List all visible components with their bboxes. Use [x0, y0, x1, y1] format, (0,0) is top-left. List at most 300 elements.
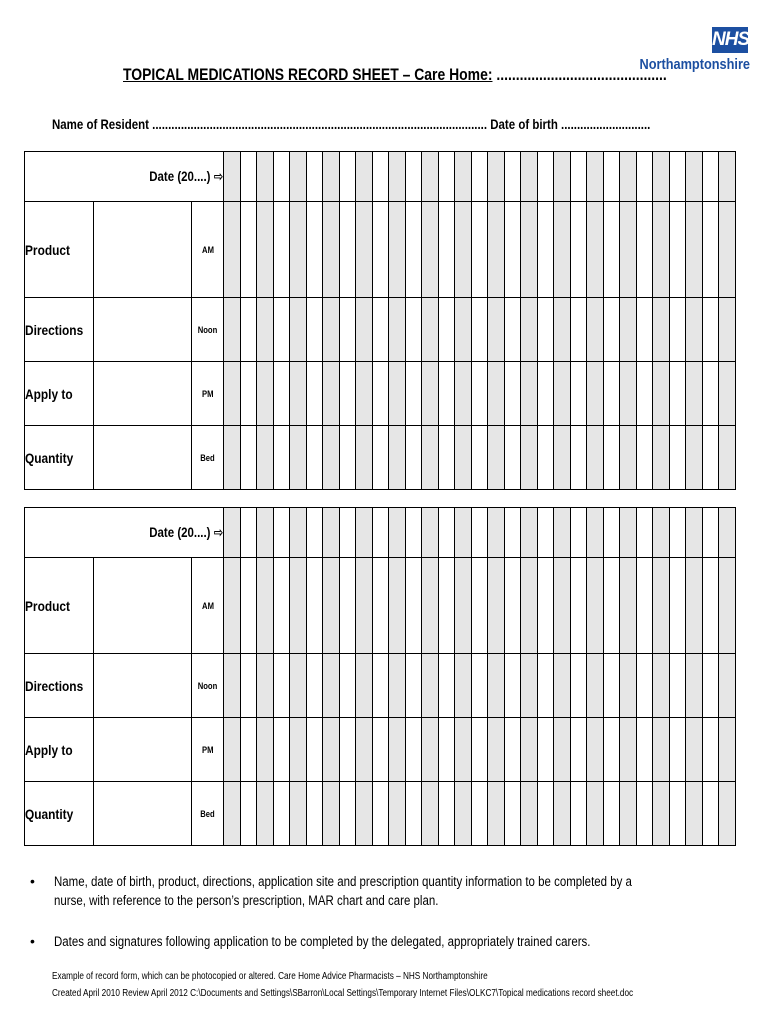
signature-cell[interactable]: [571, 298, 587, 362]
signature-cell[interactable]: [340, 654, 356, 718]
date-cell[interactable]: [703, 508, 719, 558]
signature-cell[interactable]: [241, 426, 257, 490]
signature-cell[interactable]: [373, 558, 389, 654]
signature-cell[interactable]: [719, 718, 736, 782]
signature-cell[interactable]: [389, 202, 406, 298]
signature-cell[interactable]: [307, 782, 323, 846]
signature-cell[interactable]: [323, 298, 340, 362]
signature-cell[interactable]: [604, 298, 620, 362]
signature-cell[interactable]: [637, 298, 653, 362]
signature-cell[interactable]: [719, 558, 736, 654]
signature-cell[interactable]: [455, 558, 472, 654]
date-cell[interactable]: [274, 152, 290, 202]
signature-cell[interactable]: [422, 558, 439, 654]
signature-cell[interactable]: [719, 782, 736, 846]
date-cell[interactable]: [488, 152, 505, 202]
signature-cell[interactable]: [686, 426, 703, 490]
date-cell[interactable]: [224, 508, 241, 558]
date-cell[interactable]: [472, 508, 488, 558]
entry-field[interactable]: [94, 782, 192, 846]
signature-cell[interactable]: [488, 362, 505, 426]
signature-cell[interactable]: [406, 558, 422, 654]
signature-cell[interactable]: [406, 654, 422, 718]
date-cell[interactable]: [307, 152, 323, 202]
signature-cell[interactable]: [323, 782, 340, 846]
date-cell[interactable]: [472, 152, 488, 202]
signature-cell[interactable]: [653, 202, 670, 298]
date-cell[interactable]: [620, 508, 637, 558]
signature-cell[interactable]: [224, 362, 241, 426]
signature-cell[interactable]: [703, 782, 719, 846]
date-cell[interactable]: [719, 152, 736, 202]
date-cell[interactable]: [224, 152, 241, 202]
signature-cell[interactable]: [604, 782, 620, 846]
signature-cell[interactable]: [241, 362, 257, 426]
date-cell[interactable]: [554, 152, 571, 202]
signature-cell[interactable]: [373, 426, 389, 490]
signature-cell[interactable]: [670, 298, 686, 362]
date-cell[interactable]: [422, 152, 439, 202]
date-cell[interactable]: [587, 152, 604, 202]
signature-cell[interactable]: [439, 202, 455, 298]
signature-cell[interactable]: [488, 654, 505, 718]
date-cell[interactable]: [455, 508, 472, 558]
signature-cell[interactable]: [686, 782, 703, 846]
date-cell[interactable]: [587, 508, 604, 558]
signature-cell[interactable]: [587, 202, 604, 298]
signature-cell[interactable]: [356, 426, 373, 490]
signature-cell[interactable]: [274, 654, 290, 718]
date-cell[interactable]: [389, 152, 406, 202]
signature-cell[interactable]: [719, 426, 736, 490]
signature-cell[interactable]: [439, 782, 455, 846]
signature-cell[interactable]: [290, 202, 307, 298]
signature-cell[interactable]: [472, 558, 488, 654]
entry-field[interactable]: [94, 654, 192, 718]
signature-cell[interactable]: [554, 362, 571, 426]
signature-cell[interactable]: [554, 654, 571, 718]
signature-cell[interactable]: [307, 426, 323, 490]
signature-cell[interactable]: [604, 426, 620, 490]
signature-cell[interactable]: [554, 202, 571, 298]
date-cell[interactable]: [670, 508, 686, 558]
date-cell[interactable]: [538, 508, 554, 558]
signature-cell[interactable]: [257, 718, 274, 782]
signature-cell[interactable]: [521, 426, 538, 490]
signature-cell[interactable]: [224, 202, 241, 298]
date-cell[interactable]: [521, 152, 538, 202]
signature-cell[interactable]: [587, 782, 604, 846]
signature-cell[interactable]: [290, 362, 307, 426]
date-cell[interactable]: [439, 152, 455, 202]
signature-cell[interactable]: [340, 558, 356, 654]
date-cell[interactable]: [406, 152, 422, 202]
signature-cell[interactable]: [505, 426, 521, 490]
signature-cell[interactable]: [422, 426, 439, 490]
signature-cell[interactable]: [521, 654, 538, 718]
signature-cell[interactable]: [257, 426, 274, 490]
signature-cell[interactable]: [340, 298, 356, 362]
date-cell[interactable]: [257, 508, 274, 558]
signature-cell[interactable]: [637, 654, 653, 718]
date-cell[interactable]: [241, 508, 257, 558]
signature-cell[interactable]: [406, 718, 422, 782]
signature-cell[interactable]: [587, 718, 604, 782]
signature-cell[interactable]: [620, 362, 637, 426]
signature-cell[interactable]: [703, 202, 719, 298]
signature-cell[interactable]: [241, 718, 257, 782]
signature-cell[interactable]: [587, 654, 604, 718]
signature-cell[interactable]: [538, 202, 554, 298]
date-cell[interactable]: [290, 508, 307, 558]
signature-cell[interactable]: [653, 718, 670, 782]
signature-cell[interactable]: [356, 298, 373, 362]
signature-cell[interactable]: [274, 718, 290, 782]
signature-cell[interactable]: [274, 782, 290, 846]
entry-field[interactable]: [94, 426, 192, 490]
signature-cell[interactable]: [538, 654, 554, 718]
entry-field[interactable]: [94, 298, 192, 362]
signature-cell[interactable]: [274, 426, 290, 490]
date-cell[interactable]: [571, 152, 587, 202]
date-cell[interactable]: [241, 152, 257, 202]
signature-cell[interactable]: [488, 202, 505, 298]
signature-cell[interactable]: [637, 718, 653, 782]
date-cell[interactable]: [373, 508, 389, 558]
signature-cell[interactable]: [538, 298, 554, 362]
signature-cell[interactable]: [686, 558, 703, 654]
signature-cell[interactable]: [719, 362, 736, 426]
signature-cell[interactable]: [455, 718, 472, 782]
signature-cell[interactable]: [356, 362, 373, 426]
date-cell[interactable]: [571, 508, 587, 558]
signature-cell[interactable]: [439, 654, 455, 718]
signature-cell[interactable]: [422, 298, 439, 362]
signature-cell[interactable]: [257, 298, 274, 362]
date-cell[interactable]: [422, 508, 439, 558]
signature-cell[interactable]: [554, 718, 571, 782]
signature-cell[interactable]: [472, 298, 488, 362]
signature-cell[interactable]: [620, 202, 637, 298]
date-cell[interactable]: [389, 508, 406, 558]
signature-cell[interactable]: [356, 718, 373, 782]
signature-cell[interactable]: [604, 362, 620, 426]
date-cell[interactable]: [554, 508, 571, 558]
date-cell[interactable]: [620, 152, 637, 202]
signature-cell[interactable]: [703, 718, 719, 782]
signature-cell[interactable]: [389, 298, 406, 362]
signature-cell[interactable]: [670, 558, 686, 654]
signature-cell[interactable]: [488, 782, 505, 846]
signature-cell[interactable]: [637, 782, 653, 846]
signature-cell[interactable]: [571, 654, 587, 718]
signature-cell[interactable]: [406, 782, 422, 846]
date-cell[interactable]: [653, 508, 670, 558]
date-cell[interactable]: [257, 152, 274, 202]
signature-cell[interactable]: [521, 558, 538, 654]
signature-cell[interactable]: [571, 202, 587, 298]
signature-cell[interactable]: [620, 298, 637, 362]
signature-cell[interactable]: [719, 298, 736, 362]
signature-cell[interactable]: [389, 426, 406, 490]
signature-cell[interactable]: [653, 654, 670, 718]
signature-cell[interactable]: [422, 362, 439, 426]
signature-cell[interactable]: [670, 654, 686, 718]
signature-cell[interactable]: [604, 202, 620, 298]
signature-cell[interactable]: [422, 782, 439, 846]
signature-cell[interactable]: [488, 298, 505, 362]
date-cell[interactable]: [323, 152, 340, 202]
signature-cell[interactable]: [356, 782, 373, 846]
signature-cell[interactable]: [472, 362, 488, 426]
signature-cell[interactable]: [307, 362, 323, 426]
signature-cell[interactable]: [257, 782, 274, 846]
signature-cell[interactable]: [224, 782, 241, 846]
signature-cell[interactable]: [323, 654, 340, 718]
signature-cell[interactable]: [224, 558, 241, 654]
signature-cell[interactable]: [439, 426, 455, 490]
signature-cell[interactable]: [373, 782, 389, 846]
signature-cell[interactable]: [604, 718, 620, 782]
signature-cell[interactable]: [637, 426, 653, 490]
signature-cell[interactable]: [406, 362, 422, 426]
signature-cell[interactable]: [587, 426, 604, 490]
signature-cell[interactable]: [686, 362, 703, 426]
signature-cell[interactable]: [373, 718, 389, 782]
signature-cell[interactable]: [340, 362, 356, 426]
signature-cell[interactable]: [653, 558, 670, 654]
signature-cell[interactable]: [653, 362, 670, 426]
signature-cell[interactable]: [554, 558, 571, 654]
signature-cell[interactable]: [554, 298, 571, 362]
signature-cell[interactable]: [422, 202, 439, 298]
signature-cell[interactable]: [290, 426, 307, 490]
date-cell[interactable]: [505, 508, 521, 558]
signature-cell[interactable]: [637, 558, 653, 654]
signature-cell[interactable]: [719, 654, 736, 718]
signature-cell[interactable]: [356, 202, 373, 298]
signature-cell[interactable]: [340, 202, 356, 298]
signature-cell[interactable]: [274, 298, 290, 362]
signature-cell[interactable]: [521, 782, 538, 846]
signature-cell[interactable]: [521, 362, 538, 426]
signature-cell[interactable]: [224, 426, 241, 490]
signature-cell[interactable]: [340, 426, 356, 490]
signature-cell[interactable]: [587, 298, 604, 362]
signature-cell[interactable]: [538, 426, 554, 490]
signature-cell[interactable]: [653, 782, 670, 846]
signature-cell[interactable]: [224, 298, 241, 362]
signature-cell[interactable]: [241, 298, 257, 362]
date-cell[interactable]: [670, 152, 686, 202]
signature-cell[interactable]: [422, 654, 439, 718]
signature-cell[interactable]: [455, 426, 472, 490]
entry-field[interactable]: [94, 202, 192, 298]
signature-cell[interactable]: [323, 202, 340, 298]
date-cell[interactable]: [373, 152, 389, 202]
date-cell[interactable]: [686, 152, 703, 202]
signature-cell[interactable]: [406, 202, 422, 298]
signature-cell[interactable]: [439, 362, 455, 426]
signature-cell[interactable]: [571, 558, 587, 654]
signature-cell[interactable]: [571, 426, 587, 490]
signature-cell[interactable]: [373, 298, 389, 362]
signature-cell[interactable]: [538, 362, 554, 426]
signature-cell[interactable]: [505, 558, 521, 654]
signature-cell[interactable]: [307, 558, 323, 654]
signature-cell[interactable]: [389, 782, 406, 846]
date-cell[interactable]: [323, 508, 340, 558]
signature-cell[interactable]: [274, 202, 290, 298]
signature-cell[interactable]: [340, 718, 356, 782]
signature-cell[interactable]: [505, 202, 521, 298]
date-cell[interactable]: [719, 508, 736, 558]
signature-cell[interactable]: [323, 558, 340, 654]
signature-cell[interactable]: [703, 298, 719, 362]
signature-cell[interactable]: [620, 426, 637, 490]
signature-cell[interactable]: [703, 362, 719, 426]
signature-cell[interactable]: [274, 362, 290, 426]
signature-cell[interactable]: [455, 298, 472, 362]
date-cell[interactable]: [455, 152, 472, 202]
signature-cell[interactable]: [439, 298, 455, 362]
signature-cell[interactable]: [257, 362, 274, 426]
signature-cell[interactable]: [620, 782, 637, 846]
signature-cell[interactable]: [356, 558, 373, 654]
signature-cell[interactable]: [538, 718, 554, 782]
signature-cell[interactable]: [389, 558, 406, 654]
date-cell[interactable]: [703, 152, 719, 202]
signature-cell[interactable]: [571, 718, 587, 782]
date-cell[interactable]: [439, 508, 455, 558]
signature-cell[interactable]: [488, 558, 505, 654]
date-cell[interactable]: [488, 508, 505, 558]
date-cell[interactable]: [604, 508, 620, 558]
signature-cell[interactable]: [323, 426, 340, 490]
signature-cell[interactable]: [439, 718, 455, 782]
date-cell[interactable]: [340, 152, 356, 202]
signature-cell[interactable]: [670, 782, 686, 846]
signature-cell[interactable]: [587, 558, 604, 654]
signature-cell[interactable]: [686, 298, 703, 362]
signature-cell[interactable]: [455, 362, 472, 426]
signature-cell[interactable]: [241, 202, 257, 298]
signature-cell[interactable]: [670, 718, 686, 782]
signature-cell[interactable]: [373, 362, 389, 426]
signature-cell[interactable]: [521, 202, 538, 298]
date-cell[interactable]: [356, 508, 373, 558]
signature-cell[interactable]: [670, 362, 686, 426]
date-cell[interactable]: [356, 152, 373, 202]
signature-cell[interactable]: [719, 202, 736, 298]
signature-cell[interactable]: [505, 362, 521, 426]
date-cell[interactable]: [604, 152, 620, 202]
date-cell[interactable]: [290, 152, 307, 202]
signature-cell[interactable]: [538, 558, 554, 654]
signature-cell[interactable]: [686, 718, 703, 782]
signature-cell[interactable]: [455, 654, 472, 718]
signature-cell[interactable]: [703, 654, 719, 718]
signature-cell[interactable]: [290, 558, 307, 654]
signature-cell[interactable]: [571, 362, 587, 426]
signature-cell[interactable]: [257, 654, 274, 718]
date-cell[interactable]: [340, 508, 356, 558]
signature-cell[interactable]: [373, 202, 389, 298]
signature-cell[interactable]: [703, 558, 719, 654]
signature-cell[interactable]: [703, 426, 719, 490]
date-cell[interactable]: [637, 152, 653, 202]
date-cell[interactable]: [653, 152, 670, 202]
signature-cell[interactable]: [422, 718, 439, 782]
signature-cell[interactable]: [620, 718, 637, 782]
signature-cell[interactable]: [224, 654, 241, 718]
signature-cell[interactable]: [290, 298, 307, 362]
signature-cell[interactable]: [290, 718, 307, 782]
signature-cell[interactable]: [307, 654, 323, 718]
signature-cell[interactable]: [521, 298, 538, 362]
signature-cell[interactable]: [307, 202, 323, 298]
signature-cell[interactable]: [472, 426, 488, 490]
signature-cell[interactable]: [554, 426, 571, 490]
signature-cell[interactable]: [307, 718, 323, 782]
signature-cell[interactable]: [472, 718, 488, 782]
signature-cell[interactable]: [257, 202, 274, 298]
signature-cell[interactable]: [455, 202, 472, 298]
date-cell[interactable]: [686, 508, 703, 558]
signature-cell[interactable]: [488, 718, 505, 782]
signature-cell[interactable]: [455, 782, 472, 846]
signature-cell[interactable]: [505, 298, 521, 362]
date-cell[interactable]: [406, 508, 422, 558]
signature-cell[interactable]: [472, 654, 488, 718]
signature-cell[interactable]: [587, 362, 604, 426]
signature-cell[interactable]: [505, 782, 521, 846]
signature-cell[interactable]: [472, 782, 488, 846]
signature-cell[interactable]: [323, 362, 340, 426]
signature-cell[interactable]: [406, 426, 422, 490]
signature-cell[interactable]: [505, 654, 521, 718]
signature-cell[interactable]: [340, 782, 356, 846]
signature-cell[interactable]: [620, 558, 637, 654]
signature-cell[interactable]: [241, 654, 257, 718]
signature-cell[interactable]: [439, 558, 455, 654]
signature-cell[interactable]: [323, 718, 340, 782]
signature-cell[interactable]: [686, 654, 703, 718]
signature-cell[interactable]: [389, 718, 406, 782]
entry-field[interactable]: [94, 362, 192, 426]
signature-cell[interactable]: [373, 654, 389, 718]
signature-cell[interactable]: [521, 718, 538, 782]
signature-cell[interactable]: [604, 654, 620, 718]
entry-field[interactable]: [94, 558, 192, 654]
date-cell[interactable]: [538, 152, 554, 202]
signature-cell[interactable]: [604, 558, 620, 654]
signature-cell[interactable]: [637, 202, 653, 298]
signature-cell[interactable]: [571, 782, 587, 846]
signature-cell[interactable]: [472, 202, 488, 298]
signature-cell[interactable]: [488, 426, 505, 490]
signature-cell[interactable]: [670, 426, 686, 490]
signature-cell[interactable]: [406, 298, 422, 362]
date-cell[interactable]: [521, 508, 538, 558]
signature-cell[interactable]: [538, 782, 554, 846]
signature-cell[interactable]: [620, 654, 637, 718]
date-cell[interactable]: [274, 508, 290, 558]
signature-cell[interactable]: [307, 298, 323, 362]
signature-cell[interactable]: [274, 558, 290, 654]
signature-cell[interactable]: [637, 362, 653, 426]
signature-cell[interactable]: [653, 426, 670, 490]
